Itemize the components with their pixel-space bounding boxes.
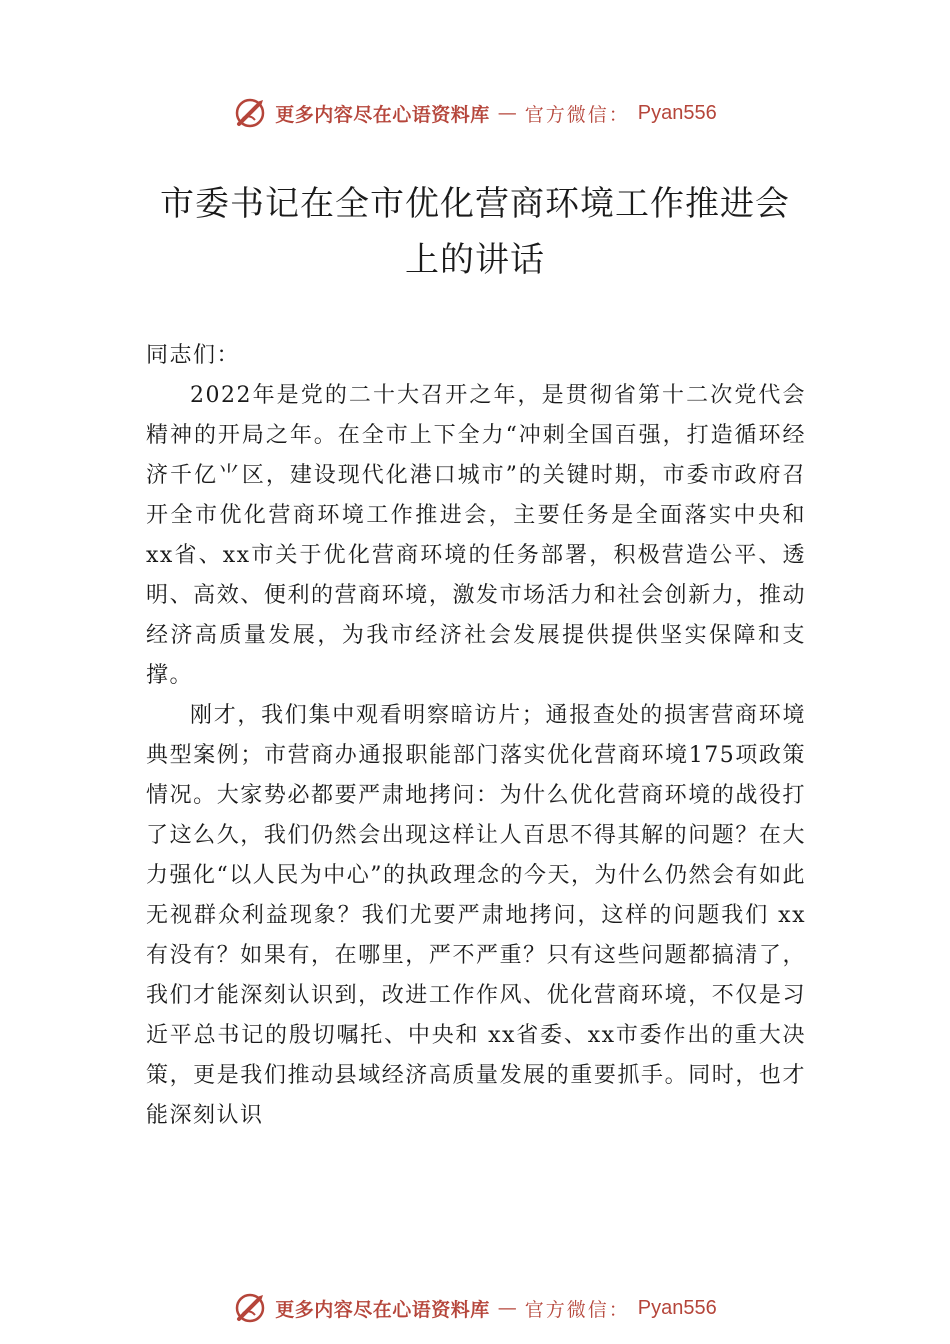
banner-brand-text: 更多内容尽在心语资料库 (275, 103, 490, 126)
pen-circle-logo-icon (233, 96, 267, 130)
document-body (146, 336, 806, 1136)
banner-wechat-id: Pyan556 (637, 101, 717, 124)
paragraph-2: 刚才，我们集中观看明察暗访片；通报查处的损害营商环境典型案例；市营商办通报职能部门落实优化营商环境175项政策情况。大家势必都要严肃地拷问：为什么优化营商环境的战役打了这么久，我们仍然会出现这样让人百思不得其解的问题？在大力强化“以人民为中心”的执政理念的今天，为什么仍然会有如此无视群众利益现象？我们尤要严肃地拷问，这样的问题我们 xx有没有？如果有，在哪里，严不严重？只有这些问题都搞清了，我们才能深刻认识到，改进工作作风、优化营商环境，不仅是习近平总书记的殷切嘱托、中央和 xx省委、xx市委作出的重大决策，更是我们推动县域经济高质量发展的重要抓手。同时，也才能深刻认识 (146, 703, 806, 1128)
footer-banner (0, 1288, 950, 1328)
salutation: 同志们： (146, 343, 241, 368)
banner-wechat-label: 官方微信： (524, 1298, 630, 1321)
document-title: 市委书记在全市优化营商环境工作推进会上的讲话 (160, 184, 790, 280)
banner-brand-text: 更多内容尽在心语资料库 (275, 1298, 490, 1321)
paragraph-1: 2022年是党的二十大召开之年，是贯彻省第十二次党代会精神的开局之年。在全市上下全力“冲刺全国百强，打造循环经济千亿⺌区，建设现代化港口城市”的关键时期，市委市政府召开全市优化营商环境工作推进会，主要任务是全面落实中央和 xx省、xx市关于优化营商环境的任务部署，积极营造公平、透明、高效、便利的营商环境，激发市场活力和社会创新力，推动经济高质量发展，为我市经济社会发展提供提供坚实保障和支撑。 (146, 383, 806, 688)
banner-separator: — (497, 1297, 517, 1319)
banner-wechat-id: Pyan556 (637, 1296, 717, 1319)
pen-circle-logo-icon (233, 1291, 267, 1325)
banner-wechat-label: 官方微信： (524, 103, 630, 126)
banner-separator: — (497, 102, 517, 124)
header-banner (0, 93, 950, 133)
